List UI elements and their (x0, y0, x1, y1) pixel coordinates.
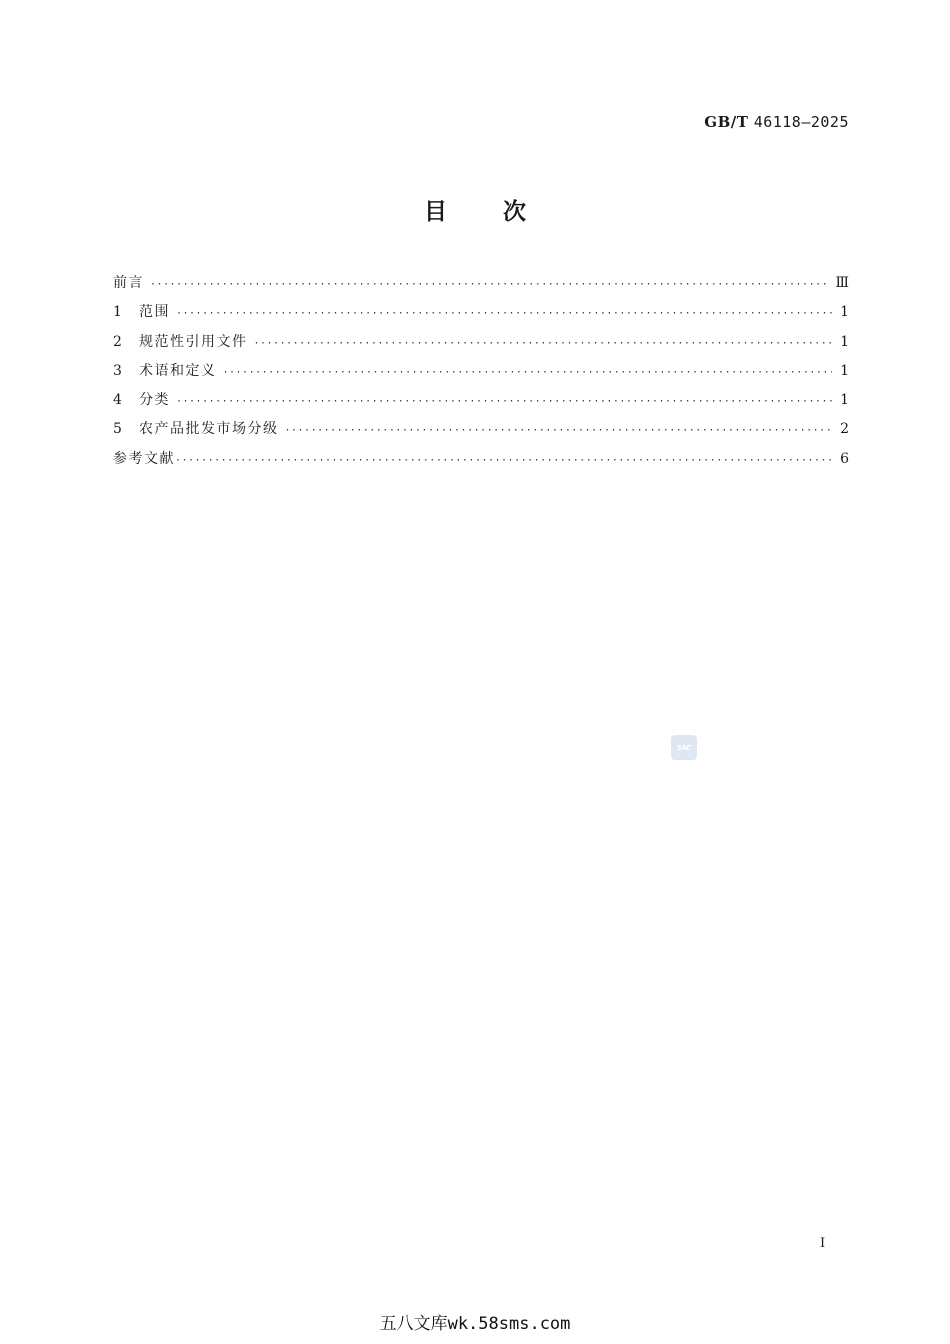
toc-entry-terms[interactable] (113, 360, 849, 389)
toc-leader-dots (150, 279, 827, 290)
toc-entry-page: 1 (840, 392, 849, 409)
toc-leader-dots (175, 455, 832, 466)
page-title: 目次 (424, 199, 582, 225)
toc-entry-label: 分类 (139, 392, 170, 409)
table-of-contents (113, 272, 849, 477)
toc-leader-dots (176, 396, 832, 407)
toc-entry-number: 4 (113, 392, 122, 409)
sac-watermark-logo (671, 735, 697, 760)
toc-entry-number: 5 (113, 421, 122, 438)
toc-entry-page: 1 (840, 333, 849, 350)
toc-entry-normative-references[interactable] (113, 331, 849, 360)
toc-entry-classification[interactable] (113, 389, 849, 418)
toc-entry-label: 前言 (113, 275, 144, 291)
toc-leader-dots (176, 308, 832, 319)
toc-entry-number: 1 (113, 304, 122, 321)
toc-entry-number: 2 (113, 333, 122, 350)
toc-entry-market-grading[interactable] (113, 418, 849, 447)
footer-site-text: 五八文库wk.58sms.com (379, 1314, 571, 1334)
toc-leader-dots (254, 338, 833, 349)
toc-leader-dots (285, 425, 833, 436)
toc-entry-label: 农产品批发市场分级 (139, 421, 279, 438)
toc-entry-foreword[interactable] (113, 272, 849, 301)
toc-entry-page: Ⅲ (835, 275, 849, 291)
toc-entry-bibliography[interactable] (113, 448, 849, 477)
toc-entry-label: 规范性引用文件 (139, 333, 248, 350)
watermark-text: SAC (676, 743, 692, 752)
toc-entry-label: 范围 (139, 304, 170, 321)
toc-entry-page: 6 (840, 450, 849, 467)
toc-entry-page: 1 (840, 362, 849, 379)
toc-entry-number: 3 (113, 362, 122, 379)
toc-entry-page: 1 (840, 304, 849, 321)
toc-entry-label: 术语和定义 (139, 362, 217, 379)
toc-entry-scope[interactable] (113, 301, 849, 330)
toc-entry-label: 参考文献 (113, 450, 175, 467)
toc-leader-dots (223, 367, 833, 378)
standard-number: 46118—2025 (753, 113, 849, 131)
page-number: I (820, 1236, 826, 1251)
standard-code (704, 113, 849, 131)
toc-entry-page: 2 (840, 421, 849, 438)
standard-prefix: GB/T (704, 113, 749, 131)
